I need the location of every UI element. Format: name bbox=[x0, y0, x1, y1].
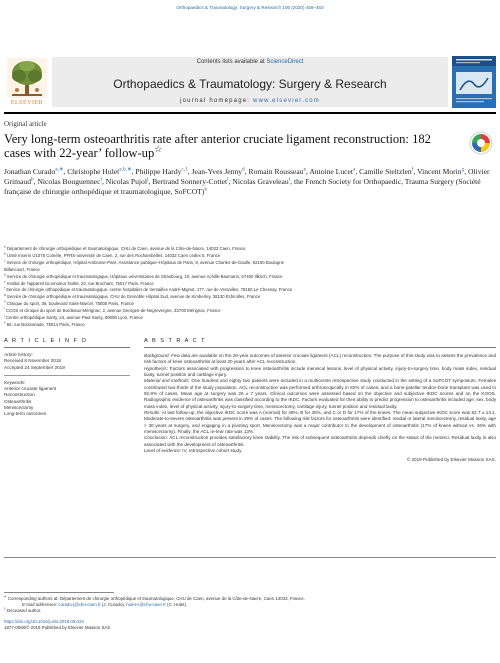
author-affiliation-mark[interactable]: j bbox=[146, 176, 149, 183]
affiliation-mark: b bbox=[4, 251, 6, 256]
author-item bbox=[37, 177, 102, 186]
author-affiliation-mark[interactable]: f bbox=[411, 166, 414, 173]
abstract-section-text: At last follow-up, the objective IKDC score was A (normal) for 48%, B for 35%, and C or D for 17% of the knees. The mean subjective IKDC score was 82.7 ± 13.1. Moderate-to-severe osteoarthritis was present in 29% of cases. The following risk factors for osteoarthritis were identified: medial or lateral meniscectomy, residual laxity, age > 30 years at surgery, and engaging in a pivoting sport. Meniscectomy was a major contributor to the development of osteoarthritis (17% of knees without vs. 46% with meniscectomy). Finally, the ACL re-tear rate was 13%. bbox=[144, 410, 496, 435]
author-name[interactable]: Olivier Grimaud bbox=[4, 167, 490, 186]
affiliation-text: Institut de l’appareil locomoteur Nollet, 23, rue Brochant, 75017 Paris, France bbox=[6, 280, 154, 286]
crossmark-icon[interactable] bbox=[468, 130, 494, 156]
article-title-text: Very long-term osteoarthritis rate after anterior cruciate ligament reconstruction: 182 cases with 22-year’ follow-up bbox=[4, 132, 431, 160]
abstract-section-label: Background: bbox=[144, 353, 170, 358]
author-item bbox=[192, 167, 245, 176]
abstract-bottom-rule bbox=[4, 557, 496, 558]
author-name[interactable]: Philippe Hardy bbox=[135, 167, 182, 176]
abstract-section-text: Few data are available on the 20-year outcomes of anterior cruciate ligament (ACL) reconstruction. The purpose of this study was to assess the prevalence and risk factors of knee osteoarthritis at least 20 years after ACL reconstruction. bbox=[144, 353, 496, 365]
author-affiliation-mark[interactable]: a,b,∗ bbox=[119, 166, 132, 173]
author-item bbox=[4, 167, 63, 176]
affiliation-item bbox=[4, 260, 496, 267]
title-footnote-mark[interactable]: ☆ bbox=[154, 143, 163, 154]
affiliation-mark: e bbox=[4, 279, 6, 284]
journal-cover-thumbnail bbox=[452, 56, 496, 108]
article-title bbox=[4, 133, 454, 160]
keyword-item: Reconstruction bbox=[4, 392, 35, 398]
affiliation-mark: h bbox=[4, 299, 6, 304]
info-divider bbox=[4, 375, 130, 376]
journal-name: Orthopaedics & Traumatology: Surgery & Research bbox=[113, 77, 387, 91]
affiliation-text: Clinique du sport, 36, boulevard Saint-Marcel, 75005 Paris, France bbox=[6, 301, 134, 307]
author-affiliation-mark[interactable]: c,1 bbox=[181, 166, 188, 173]
affiliation-mark: a bbox=[4, 244, 6, 249]
author-item bbox=[106, 177, 149, 186]
email-link-hulet[interactable]: hulet-c@chu-caen.fr bbox=[126, 602, 166, 608]
author-affiliation-mark[interactable]: l bbox=[227, 176, 229, 183]
email-label: E-mail addresses: bbox=[22, 602, 58, 608]
author-name[interactable]: Christophe Hulet bbox=[67, 167, 120, 176]
abstract-section-label: Hypothesis: bbox=[144, 365, 169, 371]
author-affiliation-mark[interactable]: d bbox=[242, 166, 245, 173]
abstract-level-of-evidence bbox=[144, 448, 496, 454]
author-item bbox=[359, 167, 413, 176]
author-name[interactable]: Jean-Yves Jenny bbox=[191, 167, 243, 176]
deceased-note bbox=[4, 608, 496, 614]
affiliation-text: Département de chirurgie orthopédique et traumatologique, CHU de Caen, avenue de la Côte-de-Nacre, 14033 Caen, France bbox=[6, 246, 246, 251]
abstract-section-label: Results: bbox=[144, 410, 161, 416]
affiliation-text: Unité Inserm U1075 Comète, PFRS-université de Caen, 2, rue des Rochambelles, 14032 Caen cedex 5, France bbox=[6, 252, 221, 258]
affiliation-text: Service de chirurgie orthopédique et traumatologique, Hôpitaux universitaires de Strasbourg, 10, avenue Achille-Baumann, 67400 Illkirch, France bbox=[6, 273, 283, 279]
corresponding-text: Corresponding authors at: Département de chirurgie orthopédique et traumatologique, CHU de Caen, avenue de la Côte-de-Nacre, Caen 14033, France. bbox=[7, 596, 305, 601]
affiliation-text: Service de chirurgie orthopédique et traumatologique, CHU de Grenoble Hôpital Sud, avenue de Kimberley, 38130 Échirolles, France bbox=[6, 294, 261, 300]
affiliation-mark: d bbox=[4, 272, 6, 277]
abstract-section-label: Level of evidence: bbox=[144, 448, 182, 454]
affiliation-text: Centre orthopédique Santy, 24, avenue Paul-Santy, 69008 Lyon, France bbox=[5, 315, 143, 321]
corresponding-mark: ∗ bbox=[4, 594, 7, 599]
affiliation-mark: i bbox=[4, 306, 5, 311]
abstract-results bbox=[144, 410, 496, 435]
author-name[interactable]: Jonathan Curado bbox=[4, 167, 56, 176]
header-rule bbox=[4, 112, 496, 114]
abstract-section-text: IV, retrospective cohort study. bbox=[181, 448, 243, 454]
affiliation-mark: k bbox=[4, 320, 6, 325]
affiliation-text: CCOS et clinique du sport de Bordeaux-Mérignac, 2, avenue Georges-de-Negrevergne, 33700 Mérignac, France bbox=[5, 308, 221, 314]
author-item bbox=[309, 167, 355, 176]
deceased-mark: 1 bbox=[4, 606, 6, 611]
abstract-hypothesis bbox=[144, 366, 496, 379]
author-affiliation-mark[interactable]: a,∗ bbox=[55, 166, 64, 173]
publisher-name: ELSEVIER bbox=[10, 100, 44, 106]
affiliation-mark: f bbox=[4, 286, 5, 291]
author-affiliation-mark[interactable]: i bbox=[100, 176, 102, 183]
doi-link[interactable]: https://doi.org/10.1016/j.otsr.2019.05.024 bbox=[4, 618, 84, 624]
author-name[interactable]: Romain Rousseau bbox=[248, 167, 304, 176]
footnote-rule bbox=[4, 592, 114, 593]
contents-prefix: Contents lists available at bbox=[196, 59, 267, 65]
article-info-column bbox=[4, 338, 130, 418]
keyword-item: Anterior cruciate ligament bbox=[4, 386, 57, 392]
abstract-background bbox=[144, 353, 496, 366]
abstract-copyright: © 2019 Published by Elsevier Masson SAS. bbox=[406, 456, 496, 462]
abstract-methods bbox=[144, 378, 496, 410]
abstract-section-text: One hundred and eighty two patients were included in a multicentre retrospective study conducted in the setting of a SoFCOT symposium. Females contributed two-thirds of the study population. ACL reconstruction was performed arthroscopically in 82% of cases, and a bone-patellar tendon-bone transplant was used in 92.8% of cases. Mean age at surgery was 26 ± 7 years. Clinical outcomes were assessed based on the objective and subjective IKDC scores and on the KOOS. Radiographic evidence of osteoarthritis was classified according to the IKDC. Factors evaluated for their ability to predict progression to osteoarthritis included age, sex, body mass index, level of physical activity, injury-to-surgery time, meniscectomy, cartilage injury, tunnel position and residual laxity. bbox=[144, 378, 496, 409]
author-affiliation-mark[interactable]: h bbox=[31, 176, 34, 183]
affiliation-mark: g bbox=[4, 292, 6, 297]
author-item bbox=[152, 177, 228, 186]
running-head: Orthopaedics & Traumatology: Surgery & Research 106 (2020) 459–463 bbox=[176, 5, 324, 10]
received-date: Received 8 November 2018 bbox=[4, 358, 61, 364]
affiliation-text: 56, rue Boissonade, 75014 Paris, France bbox=[6, 321, 85, 327]
abstract-column bbox=[144, 338, 496, 462]
author-name[interactable]: Nicolas Bouguennec bbox=[37, 177, 101, 186]
author-item bbox=[232, 177, 290, 186]
contents-line bbox=[0, 59, 500, 65]
keywords-label: Keywords: bbox=[4, 379, 26, 385]
homepage-prefix: journal homepage: bbox=[180, 98, 254, 104]
author-list: Jonathan Curado$^{a,∗}$, Christophe Hulet$^{a,b,∗}$, Philippe Hardy$^{c,1}$, Jean-Yves Jenny$^d$, Romain Rousseau$^e$, Antoine Lucet$^a$, Camille Steltzlen$^f$, Vincent Morin$^g$, Olivier Grimaud$^h$, Nicolas Bouguennec$^i$, Nicolas Pujol$^j$, Bertrand Sonnery-Cottet$^l$, Nicolas Graveleau$^i$, the French Society for Orthopaedic, Trauma Surgery (Société française de chirurgie orthopédique et traumatologique, SoFCOT)$^k$ bbox=[4, 166, 490, 196]
affiliation-text: Service de chirurgie orthopédique, Hôpital Ambroise-Paré, Assistance publique–Hôpitaux de Paris, 9, avenue Charles-de-Gaulle, 92100 Boulogne bbox=[6, 259, 285, 265]
affiliation-item bbox=[4, 315, 496, 322]
author-name[interactable]: Antoine Lucet bbox=[309, 167, 353, 176]
author-affiliation-mark[interactable]: e bbox=[303, 166, 306, 173]
affiliation-text: Billancourt, France bbox=[4, 266, 40, 272]
deceased-text: Deceased author. bbox=[6, 608, 42, 614]
email-owner: (C. Hulet). bbox=[165, 602, 188, 608]
affiliation-list bbox=[4, 246, 496, 329]
author-name[interactable]: Camille Steltzlen bbox=[359, 167, 412, 176]
author-name[interactable]: Nicolas Pujol bbox=[105, 177, 147, 186]
article-type: Original article bbox=[4, 120, 47, 128]
abstract-body bbox=[144, 353, 496, 455]
author-name[interactable]: Bertrand Sonnery-Cottet bbox=[152, 177, 228, 186]
email-link-curado[interactable]: curado-j@chu-caen.fr bbox=[58, 602, 101, 608]
accepted-date: Accepted 24 September 2019 bbox=[4, 364, 65, 370]
abstract-section-text: Factors associated with progression to knee osteoarthritis include meniscal lesions, level of physical activity, injury-to-surgery time, body mass index, residual laxity, tunnel position and cartilage injury. bbox=[144, 365, 496, 378]
author-item bbox=[417, 167, 464, 176]
author-affiliation-mark[interactable]: i bbox=[288, 176, 291, 183]
author-name[interactable]: Vincent Morin bbox=[417, 167, 462, 176]
author-affiliation-mark[interactable]: g bbox=[461, 166, 465, 173]
author-item bbox=[67, 167, 131, 176]
article-info-heading: A R T I C L E I N F O bbox=[4, 338, 130, 348]
author-affiliation-mark[interactable]: a bbox=[352, 166, 356, 173]
keyword-item: Long-term outcomes bbox=[4, 411, 47, 417]
keyword-item: Osteoarthritis bbox=[4, 398, 32, 404]
journal-homepage bbox=[0, 98, 500, 104]
author-name[interactable]: the French Society for Orthopaedic, Trauma Surgery (Société française de chirurgie orthopédique et traumatologique, SoFCOT) bbox=[4, 177, 481, 196]
affiliation-mark: c bbox=[4, 258, 6, 263]
email-owner: (J. Curado), bbox=[100, 602, 127, 608]
issn-line: 1877-0568/© 2019 Published by Elsevier Masson SAS. bbox=[4, 624, 112, 630]
abstract-section-label: Material and methods: bbox=[144, 378, 190, 384]
author-affiliation-mark[interactable]: k bbox=[204, 186, 208, 193]
author-item bbox=[135, 167, 188, 176]
abstract-section-text: ACL reconstruction provides satisfactory knee stability. The risk of subsequent osteoarthritis depends chiefly on the status of the menisci. Residual laxity is also associated with the development of osteoarthritis. bbox=[144, 435, 496, 447]
abstract-conclusion bbox=[144, 435, 496, 448]
abstract-heading: A B S T R A C T bbox=[144, 338, 496, 348]
history-label: Article history: bbox=[4, 352, 33, 357]
affiliation-item bbox=[4, 322, 496, 329]
author-name[interactable]: Nicolas Graveleau bbox=[232, 177, 289, 186]
keyword-item: Meniscectomy bbox=[4, 405, 34, 411]
affiliation-text: Service de chirurgie orthopédique et traumatologique, centre hospitalier de Versailles André-Mignot, 177, rue de Versailles, 78150 Le Chesnay, France bbox=[6, 287, 293, 293]
sciencedirect-link[interactable]: ScienceDirect bbox=[266, 59, 304, 65]
author-item bbox=[249, 167, 306, 176]
affiliation-mark: j bbox=[4, 313, 5, 318]
keywords-block bbox=[4, 380, 130, 418]
footnotes bbox=[4, 596, 496, 631]
homepage-link[interactable]: www.elsevier.com bbox=[253, 98, 320, 104]
abstract-section-label: Conclusion: bbox=[144, 435, 169, 441]
article-history bbox=[4, 352, 130, 371]
